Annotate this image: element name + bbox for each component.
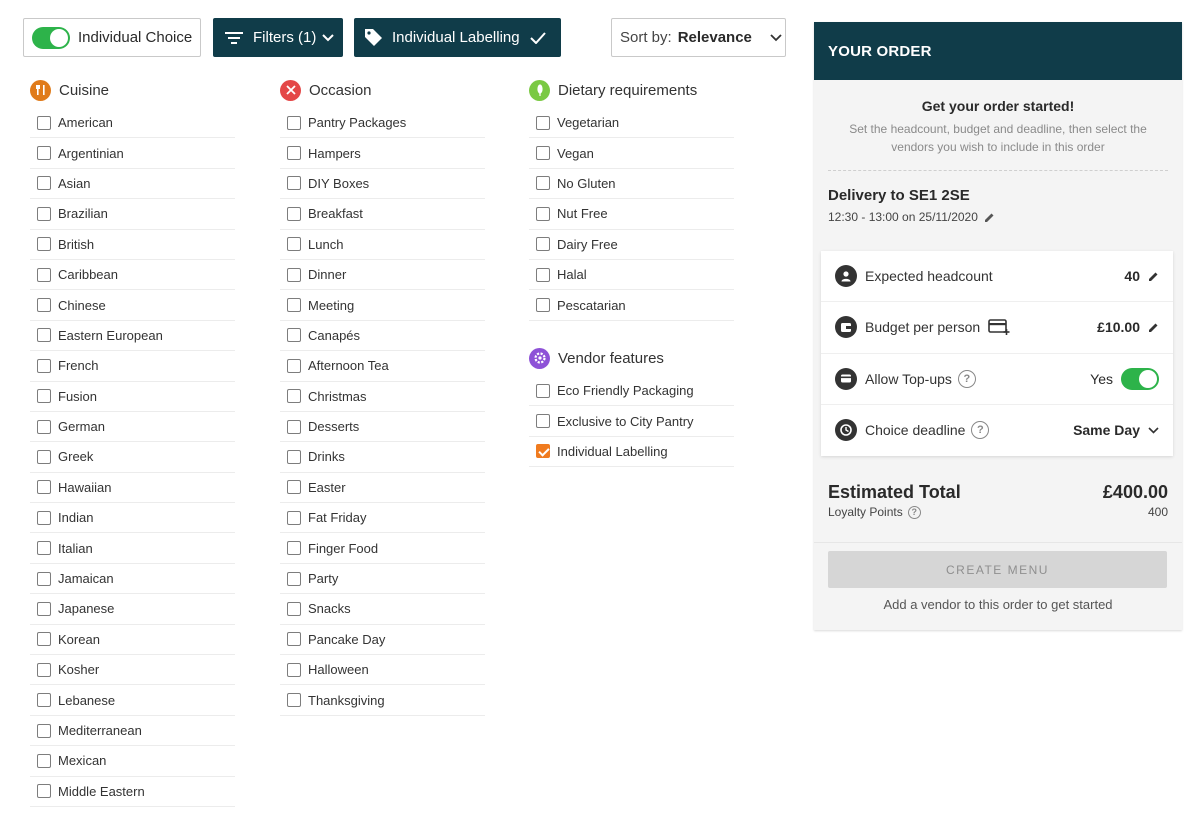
occasion-option-breakfast[interactable]	[280, 199, 485, 229]
option-label: Party	[308, 571, 339, 587]
topups-label: Allow Top-ups	[865, 370, 952, 387]
checkbox[interactable]	[37, 480, 51, 494]
option-label: Afternoon Tea	[308, 358, 389, 374]
checkbox[interactable]	[37, 268, 51, 282]
total-line	[828, 482, 1168, 503]
cuisine-option-caribbean[interactable]	[30, 260, 235, 290]
deadline-row	[821, 405, 1173, 456]
occasion-option-christmas[interactable]	[280, 382, 485, 412]
option-label: Fusion	[58, 388, 98, 404]
checkbox[interactable]	[287, 328, 301, 342]
occasion-title: Occasion	[309, 81, 372, 99]
option-label: Italian	[58, 540, 93, 556]
checkbox[interactable]	[536, 176, 550, 190]
occasion-option-diy-boxes[interactable]	[280, 169, 485, 199]
checkbox[interactable]	[536, 268, 550, 282]
cuisine-option-brazilian[interactable]	[30, 199, 235, 229]
option-label: Japanese	[58, 601, 115, 617]
checkbox[interactable]	[536, 207, 550, 221]
create-menu-button[interactable]: CREATE MENU	[828, 551, 1167, 588]
checkbox[interactable]	[37, 328, 51, 342]
checkbox[interactable]	[287, 146, 301, 160]
occasion-filter-group	[280, 78, 485, 716]
option-label: Lebanese	[58, 692, 116, 708]
option-label: DIY Boxes	[308, 175, 370, 191]
option-label: Thanksgiving	[308, 692, 385, 708]
cuisine-option-korean[interactable]	[30, 625, 235, 655]
vendor-feature-option-individual-labelling[interactable]	[529, 437, 734, 467]
help-icon[interactable]: ?	[908, 506, 921, 519]
tag-icon	[364, 28, 383, 47]
vendor-features-title: Vendor features	[558, 349, 664, 367]
cuisine-option-american[interactable]	[30, 108, 235, 138]
cutlery-icon	[30, 80, 51, 101]
option-label: Vegan	[557, 145, 594, 161]
dietary-title: Dietary requirements	[558, 81, 698, 99]
headcount-value-group	[1124, 268, 1159, 284]
budget-value-group	[1097, 319, 1159, 335]
deadline-label-group	[865, 421, 1073, 439]
option-label: Kosher	[58, 662, 100, 678]
option-label: Korean	[58, 631, 100, 647]
topup-card-icon	[835, 368, 857, 390]
occasion-option-meeting[interactable]	[280, 290, 485, 320]
option-label: Halloween	[308, 662, 369, 678]
checkbox[interactable]	[287, 632, 301, 646]
estimated-total-section	[828, 482, 1168, 519]
option-label: Pancake Day	[308, 631, 386, 647]
order-start-section	[814, 80, 1182, 156]
option-label: Desserts	[308, 419, 360, 435]
delivery-time	[828, 210, 1168, 224]
option-label: Dinner	[308, 267, 347, 283]
occasion-option-dinner[interactable]	[280, 260, 485, 290]
option-label: Dairy Free	[557, 236, 618, 252]
option-label: Individual Labelling	[557, 443, 668, 459]
option-label: Drinks	[308, 449, 345, 465]
checkbox[interactable]	[287, 176, 301, 190]
checkbox[interactable]	[287, 480, 301, 494]
filters-label: Filters (1)	[253, 29, 317, 46]
checkbox[interactable]	[287, 511, 301, 525]
option-label: Pescatarian	[557, 297, 626, 313]
checkbox[interactable]	[287, 693, 301, 707]
option-label: Caribbean	[58, 267, 118, 283]
occasion-option-snacks[interactable]	[280, 594, 485, 624]
delivery-section	[814, 171, 1182, 224]
option-label: Asian	[58, 175, 91, 191]
cuisine-option-fusion[interactable]	[30, 382, 235, 412]
option-label: Nut Free	[557, 206, 608, 222]
occasion-option-easter[interactable]	[280, 473, 485, 503]
option-label: German	[58, 419, 105, 435]
cuisine-option-chinese[interactable]	[30, 290, 235, 320]
help-icon[interactable]: ?	[958, 370, 976, 388]
option-label: Hampers	[308, 145, 361, 161]
checkbox[interactable]	[37, 298, 51, 312]
option-label: Jamaican	[58, 571, 114, 587]
dietary-option-no-gluten[interactable]	[529, 169, 734, 199]
checkbox[interactable]	[37, 420, 51, 434]
occasion-option-fat-friday[interactable]	[280, 503, 485, 533]
occasion-option-pancake-day[interactable]	[280, 625, 485, 655]
option-label: Indian	[58, 510, 94, 526]
headcount-label: Expected headcount	[865, 268, 993, 285]
sort-value: Relevance	[677, 29, 752, 46]
pencil-icon[interactable]	[1148, 322, 1159, 333]
dietary-option-vegan[interactable]	[529, 138, 734, 168]
dietary-filter-group	[529, 78, 734, 321]
dietary-heading	[529, 78, 734, 102]
checkbox[interactable]	[37, 176, 51, 190]
cuisine-option-british[interactable]	[30, 230, 235, 260]
chevron-down-icon	[322, 34, 334, 42]
dietary-option-pescatarian[interactable]	[529, 290, 734, 320]
option-label: Easter	[308, 479, 346, 495]
occasion-option-pantry-packages[interactable]	[280, 108, 485, 138]
checkbox[interactable]	[37, 693, 51, 707]
occasion-option-party[interactable]	[280, 564, 485, 594]
pencil-icon[interactable]	[984, 212, 995, 223]
occasion-option-hampers[interactable]	[280, 138, 485, 168]
checkbox[interactable]	[287, 572, 301, 586]
option-label: No Gluten	[557, 175, 616, 191]
option-label: Hawaiian	[58, 479, 112, 495]
option-label: British	[58, 236, 95, 252]
cuisine-option-greek[interactable]	[30, 442, 235, 472]
cuisine-option-argentinian[interactable]	[30, 138, 235, 168]
divider	[814, 542, 1182, 543]
checkbox[interactable]	[37, 511, 51, 525]
topups-row	[821, 354, 1173, 405]
checkbox[interactable]	[536, 146, 550, 160]
checkbox[interactable]	[287, 359, 301, 373]
option-label: Mediterranean	[58, 723, 142, 738]
loyalty-label: Loyalty Points	[828, 505, 903, 519]
budget-row[interactable]	[821, 302, 1173, 353]
topups-value-group	[1090, 368, 1159, 390]
vendor-feature-option-eco-friendly-packaging[interactable]	[529, 376, 734, 406]
deadline-dropdown[interactable]	[1073, 422, 1159, 438]
option-label: American	[58, 115, 113, 131]
option-label: Pantry Packages	[308, 115, 407, 131]
checkbox[interactable]	[37, 389, 51, 403]
cuisine-option-asian[interactable]	[30, 169, 235, 199]
occasion-option-desserts[interactable]	[280, 412, 485, 442]
cuisine-option-jamaican[interactable]	[30, 564, 235, 594]
delivery-title: Delivery to SE1 2SE	[828, 187, 970, 204]
checkbox[interactable]	[287, 389, 301, 403]
total-value: £400.00	[1102, 482, 1168, 502]
individual-choice-label: Individual Choice	[78, 29, 193, 46]
checkbox[interactable]	[37, 663, 51, 677]
checkbox[interactable]	[37, 207, 51, 221]
option-label: Eco Friendly Packaging	[557, 383, 694, 399]
sort-dropdown[interactable]	[611, 18, 786, 57]
dietary-option-dairy-free[interactable]	[529, 230, 734, 260]
topups-value: Yes	[1090, 370, 1113, 387]
total-label: Estimated Total	[828, 482, 961, 502]
topups-toggle[interactable]	[1121, 368, 1159, 390]
cuisine-option-german[interactable]	[30, 412, 235, 442]
vendor-feature-option-exclusive-to-city-pantry[interactable]	[529, 406, 734, 436]
checkbox[interactable]	[287, 420, 301, 434]
checkbox[interactable]	[37, 754, 51, 768]
filter-icon	[225, 31, 243, 45]
loyalty-value: 400	[1147, 505, 1168, 519]
budget-label-group	[865, 319, 1097, 335]
checkbox[interactable]	[287, 207, 301, 221]
vendor-features-heading	[529, 346, 734, 370]
option-label: French	[58, 358, 99, 374]
dietary-option-nut-free[interactable]	[529, 199, 734, 229]
occasion-option-drinks[interactable]	[280, 442, 485, 472]
checkbox[interactable]	[287, 450, 301, 464]
checkbox[interactable]	[37, 632, 51, 646]
order-start-subtitle: Set the headcount, budget and deadline, then select the vendors you wish to include in this order	[849, 122, 1147, 154]
checkbox[interactable]	[37, 450, 51, 464]
cuisine-heading	[30, 78, 235, 102]
checkbox[interactable]	[536, 384, 550, 398]
occasion-option-finger-food[interactable]	[280, 533, 485, 563]
leaf-icon	[529, 80, 550, 101]
option-label: Halal	[557, 267, 587, 283]
order-header: YOUR ORDER	[814, 22, 1182, 80]
vendor-features-filter-group	[529, 346, 734, 467]
occasion-option-lunch[interactable]	[280, 230, 485, 260]
checkbox[interactable]	[37, 146, 51, 160]
dietary-option-halal[interactable]	[529, 260, 734, 290]
checkbox[interactable]	[536, 444, 550, 458]
option-label: Eastern European	[58, 327, 163, 343]
chevron-down-icon	[1148, 427, 1159, 434]
option-label: Chinese	[58, 297, 106, 313]
pencil-icon[interactable]	[1148, 271, 1159, 282]
occasion-option-afternoon-tea[interactable]	[280, 351, 485, 381]
occasion-heading	[280, 78, 485, 102]
create-menu-hint: Add a vendor to this order to get started	[883, 597, 1113, 612]
checkbox[interactable]	[37, 602, 51, 616]
checkbox[interactable]	[536, 237, 550, 251]
cuisine-option-mediterranean[interactable]	[30, 716, 235, 746]
option-label: Snacks	[308, 601, 351, 617]
headcount-row[interactable]	[821, 251, 1173, 302]
budget-value: £10.00	[1097, 319, 1140, 336]
cuisine-option-eastern-european[interactable]	[30, 321, 235, 351]
option-label: Breakfast	[308, 206, 363, 222]
checkbox[interactable]	[37, 116, 51, 130]
individual-labelling-filter-button[interactable]	[354, 18, 561, 57]
cuisine-option-kosher[interactable]	[30, 655, 235, 685]
checkbox[interactable]	[37, 359, 51, 373]
clock-icon	[835, 419, 857, 441]
filters-button[interactable]	[213, 18, 343, 57]
order-settings-card	[821, 251, 1173, 456]
checkbox[interactable]	[37, 572, 51, 586]
option-label: Finger Food	[308, 540, 379, 556]
sort-prefix: Sort by:	[620, 29, 672, 46]
option-label: Greek	[58, 449, 94, 465]
option-label: Christmas	[308, 388, 367, 404]
cuisine-option-lebanese[interactable]	[30, 685, 235, 715]
checkbox[interactable]	[287, 268, 301, 282]
topups-label-group	[865, 370, 1090, 388]
cuisine-option-italian[interactable]	[30, 533, 235, 563]
checkbox[interactable]	[536, 298, 550, 312]
checkbox[interactable]	[37, 724, 51, 738]
order-start-title: Get your order started!	[921, 98, 1075, 114]
option-label: Canapés	[308, 327, 361, 343]
checkbox[interactable]	[37, 237, 51, 251]
dietary-option-vegetarian[interactable]	[529, 108, 734, 138]
option-label: Meeting	[308, 297, 355, 313]
option-label: Argentinian	[58, 145, 124, 161]
cuisine-option-indian[interactable]	[30, 503, 235, 533]
checkbox[interactable]	[287, 237, 301, 251]
budget-label: Budget per person	[865, 319, 981, 336]
cuisine-title: Cuisine	[59, 81, 110, 99]
cuisine-option-french[interactable]	[30, 351, 235, 381]
checkbox[interactable]	[37, 784, 51, 798]
checkbox[interactable]	[536, 414, 550, 428]
person-icon	[835, 265, 857, 287]
loyalty-label-group	[828, 505, 921, 519]
toolbar	[23, 18, 786, 58]
wallet-icon	[835, 316, 857, 338]
deadline-value: Same Day	[1073, 422, 1140, 439]
individual-choice-toggle[interactable]	[32, 27, 70, 49]
cuisine-option-middle-eastern[interactable]	[30, 777, 235, 807]
option-label: Brazilian	[58, 206, 108, 222]
deadline-label: Choice deadline	[865, 422, 966, 439]
option-label: Vegetarian	[557, 115, 620, 131]
plate-icon	[280, 80, 301, 101]
option-label: Lunch	[308, 236, 344, 252]
help-icon[interactable]: ?	[971, 421, 989, 439]
cuisine-option-japanese[interactable]	[30, 594, 235, 624]
option-label: Mexican	[58, 753, 107, 769]
cuisine-option-mexican[interactable]	[30, 746, 235, 776]
checkbox[interactable]	[287, 663, 301, 677]
checkmark-icon	[530, 32, 546, 44]
headcount-value: 40	[1124, 268, 1140, 285]
checkbox[interactable]	[287, 116, 301, 130]
individual-choice-toggle-button[interactable]	[23, 18, 201, 57]
chevron-down-icon	[770, 34, 782, 42]
checkbox[interactable]	[287, 602, 301, 616]
occasion-option-halloween[interactable]	[280, 655, 485, 685]
delivery-time-text: 12:30 - 13:00 on 25/11/2020	[828, 210, 978, 224]
occasion-option-canapes[interactable]	[280, 321, 485, 351]
checkbox[interactable]	[287, 298, 301, 312]
credit-card-add-icon	[988, 319, 1010, 335]
checkbox[interactable]	[287, 541, 301, 555]
loyalty-line	[828, 505, 1168, 519]
cuisine-option-hawaiian[interactable]	[30, 473, 235, 503]
checkbox[interactable]	[536, 116, 550, 130]
option-label: Exclusive to City Pantry	[557, 413, 694, 429]
option-label: Middle Eastern	[58, 783, 145, 799]
gear-icon	[529, 348, 550, 369]
cuisine-filter-group	[30, 78, 235, 807]
individual-labelling-label: Individual Labelling	[392, 29, 520, 46]
order-panel	[814, 22, 1182, 630]
option-label: Fat Friday	[308, 510, 367, 526]
checkbox[interactable]	[37, 541, 51, 555]
occasion-option-thanksgiving[interactable]	[280, 685, 485, 715]
